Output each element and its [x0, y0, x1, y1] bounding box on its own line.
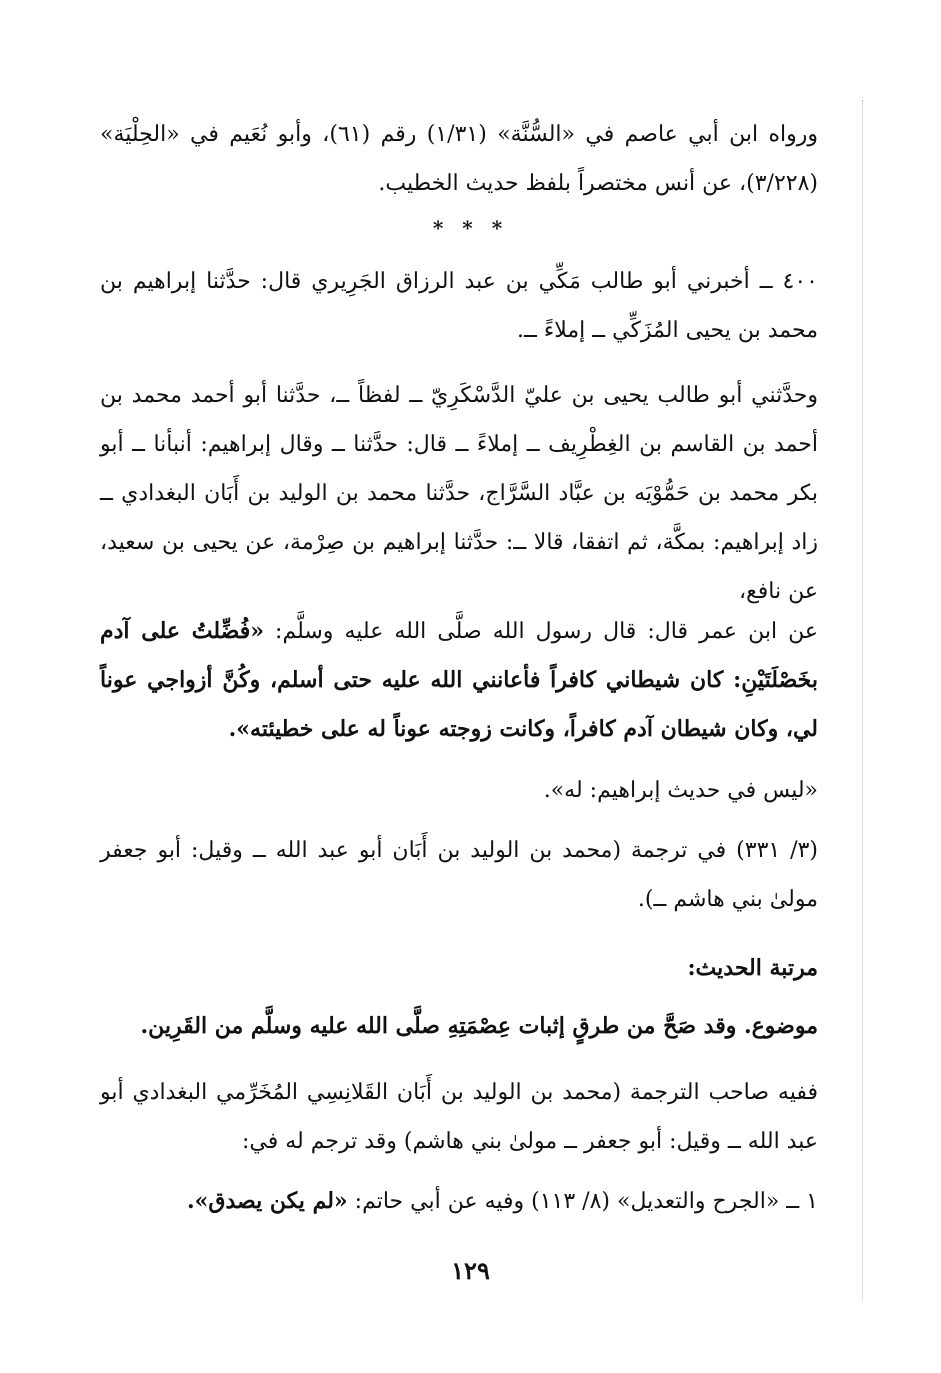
paragraph-verdict	[100, 1002, 818, 1051]
paragraph-hadith-number	[100, 257, 818, 355]
source-reference: (٣/ ٣٣١) في ترجمة (محمد بن الوليد بن أَبَان أبو عبد الله ــ وقيل: أبو جعفر مولىٰ بني هاشم ــ).	[100, 838, 819, 912]
margin-rule	[862, 100, 863, 1300]
paragraph-matn	[100, 607, 818, 754]
paragraph-narrator	[100, 1068, 818, 1166]
citation-quote: «لم يكن يصدق».	[187, 1188, 348, 1214]
note-text: «ليس في حديث إبراهيم: له».	[543, 778, 818, 803]
narrator-text: ففيه صاحب الترجمة (محمد بن الوليد بن أَبَان القَلانِسِي المُخَرِّمي البغدادي أبو عبد الله ــ وقيل: أبو جعفر ــ مولىٰ بني هاشم) وقد ترجم له في:	[100, 1080, 818, 1154]
section-heading	[100, 944, 818, 993]
paragraph-reference	[100, 110, 818, 208]
hadith-isnad-second: وحدَّثني أبو طالب يحيى بن عليّ الدَّسْكَرِيّ ــ لفظاً ــ، حدَّثنا أبو أحمد محمد بن أحمد بن القاسم بن الغِطْرِيف ــ إملاءً ــ قال: حدَّثنا ــ وقال إبراهيم: أنبأنا ــ أبو بكر محمد بن حَمُّوْيَه بن عبَّاد السَّرَّاج، حدَّثنا محمد بن الوليد بن أَبَان البغدادي ــ زاد إبراهيم: بمكَّة، ثم اتفقا، قالا ــ: حدَّثنا إبراهيم بن صِرْمة، عن يحيى بن سعيد، عن نافع،	[100, 383, 818, 604]
section-separator: * * *	[432, 216, 509, 240]
paragraph-source	[100, 826, 818, 924]
paragraph-citation	[100, 1177, 818, 1226]
hadith-isnad-first: ٤٠٠ ــ أخبرني أبو طالب مَكِّي بن عبد الرزاق الجَرِيري قال: حدَّثنا إبراهيم بن محمد بن يحيى المُزَكِّي ــ إملاءً ــ.	[100, 269, 818, 343]
paragraph-reference-text: ورواه ابن أبي عاصم في «السُّنَّة» (١/٣١) رقم (٦١)، وأبو نُعَيم في «الحِلْيَة» (٣/٢٢٨)، عن أنس مختصراً بلفظ حديث الخطيب.	[100, 122, 819, 196]
paragraph-isnad	[100, 371, 818, 616]
heading-grade: مرتبة الحديث:	[687, 955, 818, 981]
paragraph-note	[100, 766, 818, 815]
hadith-matn: «فُضِّلتُ على آدم بخَصْلَتَيْنِ: كان شيطاني كافراً فأعانني الله عليه حتى أسلم، وكُنَّ أزواجي عوناً لي، وكان شيطان آدم كافراً، وكانت زوجته عوناً له على خطيئته».	[100, 618, 818, 742]
citation-text: ١ ــ «الجرح والتعديل» (٨/ ١١٣) وفيه عن أبي حاتم:	[354, 1189, 818, 1214]
hadith-intro: عن ابن عمر قال: قال رسول الله صلَّى الله عليه وسلَّم:	[275, 619, 819, 644]
page-number: ١٢٩	[451, 1256, 490, 1285]
verdict-text: موضوع. وقد صَحَّ من طرقٍ إثبات عِصْمَتِهِ صلَّى الله عليه وسلَّم من القَرِين.	[140, 1013, 818, 1039]
